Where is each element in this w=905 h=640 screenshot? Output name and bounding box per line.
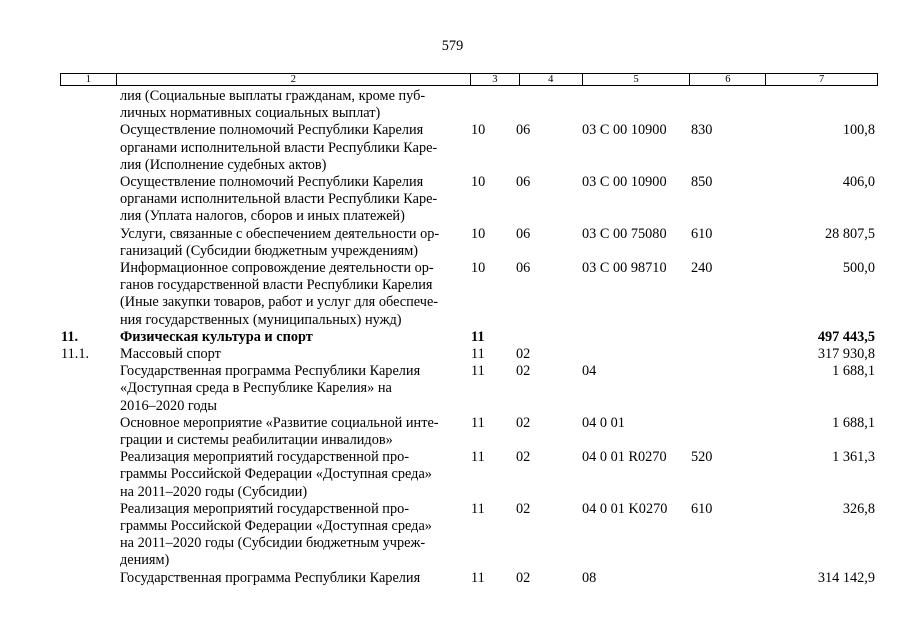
- amount: 1 688,1: [832, 363, 875, 380]
- section-code: 11: [471, 449, 485, 466]
- item-name-line: Услуги, связанные с обеспечением деятельности ор-: [120, 225, 440, 242]
- item-name-line: лия (Социальные выплаты гражданам, кроме пуб-: [120, 88, 426, 104]
- item-name: [120, 122, 465, 174]
- target-article-code: 04 0 01 R0270: [582, 449, 667, 466]
- item-name-line: граммы Российской Федерации «Доступная среда»: [120, 518, 432, 535]
- header-col-5: 5: [583, 74, 691, 85]
- subsection-code: 06: [516, 225, 531, 242]
- expense-type-code: 240: [691, 260, 713, 277]
- item-name-line: (Иные закупки товаров, работ и услуг для обеспече-: [120, 294, 439, 311]
- table-row: [0, 174, 905, 226]
- item-name: [120, 449, 465, 501]
- amount: 100,8: [842, 122, 875, 139]
- item-name-line: на 2011–2020 годы (Субсидии бюджетным учреж-: [120, 535, 426, 552]
- item-name: [120, 501, 465, 570]
- section-code: 11: [471, 569, 485, 586]
- item-name: [120, 226, 465, 260]
- item-name: [120, 329, 465, 346]
- item-name-line: ганов государственной власти Республики Карелия: [120, 277, 433, 294]
- table-row: [0, 363, 905, 415]
- row-number: 11.1.: [61, 346, 90, 363]
- amount: 317 930,8: [817, 346, 875, 363]
- item-name-line: Основное мероприятие «Развитие социальной инте-: [120, 414, 439, 431]
- item-name-line: на 2011–2020 годы (Субсидии): [120, 483, 308, 500]
- table-row: [0, 501, 905, 570]
- subsection-code: 02: [516, 346, 531, 363]
- expense-type-code: 610: [691, 500, 713, 517]
- header-col-7: 7: [818, 74, 825, 85]
- item-name-line: лия (Исполнение судебных актов): [120, 156, 327, 173]
- header-col-4: 4: [520, 74, 583, 85]
- item-name-line: Массовый спорт: [120, 346, 221, 363]
- section-code: 11: [471, 346, 485, 363]
- item-name-line: «Доступная среда в Республике Карелия» на: [120, 380, 392, 397]
- header-col-2: 2: [117, 74, 471, 85]
- section-code: 11: [471, 328, 485, 345]
- item-name-line: Осуществление полномочий Республики Карелия: [120, 174, 424, 191]
- target-article-code: 04 0 01 K0270: [582, 500, 668, 517]
- item-name-line: Государственная программа Республики Карелия: [120, 569, 421, 586]
- item-name: [120, 260, 465, 329]
- section-code: 11: [471, 363, 485, 380]
- item-name-line: Осуществление полномочий Республики Карелия: [120, 122, 424, 139]
- expense-type-code: 850: [691, 174, 713, 191]
- amount: 500,0: [842, 260, 875, 277]
- item-name: [120, 88, 465, 122]
- item-name-line: органами исполнительной власти Республики Каре-: [120, 191, 438, 208]
- item-name-line: Реализация мероприятий государственной про-: [120, 500, 410, 517]
- section-code: 10: [471, 122, 486, 139]
- section-code: 10: [471, 260, 486, 277]
- item-name-line: дениям): [120, 552, 170, 569]
- target-article-code: 08: [582, 569, 597, 586]
- expense-type-code: 520: [691, 449, 713, 466]
- subsection-code: 02: [516, 569, 531, 586]
- subsection-code: 02: [516, 414, 531, 431]
- table-row: [0, 122, 905, 174]
- target-article-code: 03 С 00 10900: [582, 174, 667, 191]
- subsection-code: 06: [516, 122, 531, 139]
- subsection-code: 02: [516, 363, 531, 380]
- amount: 1 688,1: [832, 414, 875, 431]
- table-row: [0, 329, 905, 346]
- item-name: [120, 570, 465, 587]
- item-name-line: ганизаций (Субсидии бюджетным учреждениям): [120, 242, 419, 259]
- header-col-1: 1: [61, 74, 117, 85]
- header-col-3: 3: [471, 74, 520, 85]
- section-code: 10: [471, 225, 486, 242]
- amount: 1 361,3: [832, 449, 875, 466]
- expense-type-code: 610: [691, 225, 713, 242]
- item-name-line: граммы Российской Федерации «Доступная среда»: [120, 466, 432, 483]
- target-article-code: 04 0 01: [582, 414, 625, 431]
- target-article-code: 04: [582, 363, 597, 380]
- target-article-code: 03 С 00 75080: [582, 225, 667, 242]
- subsection-code: 06: [516, 260, 531, 277]
- item-name-line: 2016–2020 годы: [120, 397, 218, 414]
- item-name-line: личных нормативных социальных выплат): [120, 105, 381, 122]
- item-name: [120, 174, 465, 226]
- page-number: 579: [441, 38, 464, 54]
- expense-type-code: 830: [691, 122, 713, 139]
- item-name-line: Реализация мероприятий государственной про-: [120, 449, 410, 466]
- budget-table-body: [0, 88, 905, 587]
- item-name-line: грации и системы реабилитации инвалидов»: [120, 432, 393, 449]
- table-row: [0, 570, 905, 587]
- table-header: [60, 73, 878, 86]
- item-name: [120, 346, 465, 363]
- item-name: [120, 415, 465, 449]
- subsection-code: 06: [516, 174, 531, 191]
- row-number: 11.: [61, 328, 79, 345]
- item-name-line: Государственная программа Республики Карелия: [120, 363, 421, 380]
- amount: 28 807,5: [824, 225, 875, 242]
- target-article-code: 03 С 00 98710: [582, 260, 667, 277]
- table-row: [0, 260, 905, 329]
- item-name-line: Информационное сопровождение деятельности ор-: [120, 260, 434, 277]
- section-code: 10: [471, 174, 486, 191]
- item-name-line: ния государственных (муниципальных) нужд): [120, 311, 402, 328]
- table-row: [0, 449, 905, 501]
- header-col-6: 6: [690, 74, 766, 85]
- subsection-code: 02: [516, 449, 531, 466]
- amount: 406,0: [842, 174, 875, 191]
- section-code: 11: [471, 500, 485, 517]
- table-row: [0, 88, 905, 122]
- item-name-line: лия (Уплата налогов, сборов и иных платежей): [120, 208, 405, 225]
- item-name-line: органами исполнительной власти Республики Каре-: [120, 139, 438, 156]
- amount: 314 142,9: [817, 569, 875, 586]
- table-row: [0, 226, 905, 260]
- table-row: [0, 346, 905, 363]
- section-code: 11: [471, 414, 485, 431]
- amount: 497 443,5: [817, 328, 875, 345]
- target-article-code: 03 С 00 10900: [582, 122, 667, 139]
- amount: 326,8: [842, 500, 875, 517]
- item-name: [120, 363, 465, 415]
- subsection-code: 02: [516, 500, 531, 517]
- table-row: [0, 415, 905, 449]
- item-name-line: Физическая культура и спорт: [120, 328, 313, 345]
